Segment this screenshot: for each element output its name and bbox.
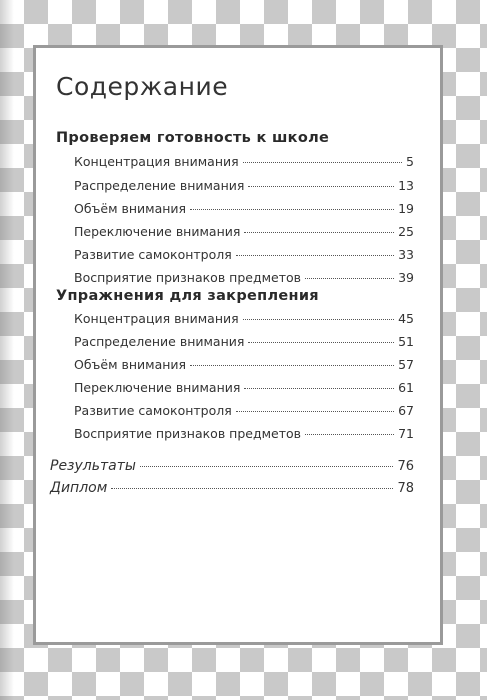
dot-leader (243, 319, 394, 320)
contents-panel (33, 45, 443, 645)
toc-entry-page: 51 (398, 334, 414, 349)
toc-entry[interactable] (74, 311, 414, 329)
toc-entry-page: 45 (398, 311, 414, 326)
toc-entry-label: Концентрация внимания (74, 311, 239, 326)
toc-entry[interactable] (74, 154, 414, 172)
dot-leader (140, 466, 394, 467)
toc-entry-page: 71 (398, 426, 414, 441)
toc-entry-label: Восприятие признаков предметов (74, 270, 302, 285)
toc-entry-page: 76 (397, 459, 414, 474)
section-heading: Упражнения для закрепления (56, 288, 319, 304)
toc-entry-label: Переключение внимания (74, 380, 241, 395)
toc-entry[interactable] (74, 380, 414, 398)
dot-leader (305, 278, 394, 279)
toc-entry-page: 78 (397, 481, 414, 496)
dot-leader (244, 232, 394, 233)
toc-entry-label: Объём внимания (74, 357, 187, 372)
toc-entry-page: 61 (398, 380, 414, 395)
toc-entry-page: 25 (398, 224, 414, 239)
toc-entry-page: 13 (398, 178, 414, 193)
dot-leader (243, 162, 402, 163)
toc-entry[interactable] (74, 270, 414, 288)
page-title: Содержание (56, 72, 229, 101)
toc-entry-page: 5 (406, 154, 414, 169)
toc-entry-label: Диплом (50, 480, 108, 496)
toc-entry-label: Распределение внимания (74, 178, 245, 193)
dot-leader (236, 411, 394, 412)
toc-entry-results[interactable] (50, 458, 414, 476)
toc-entry-diploma[interactable] (50, 480, 414, 498)
toc-entry[interactable] (74, 334, 414, 352)
toc-entry-label: Развитие самоконтроля (74, 403, 232, 418)
toc-entry[interactable] (74, 403, 414, 421)
toc-entry-page: 67 (398, 403, 414, 418)
dot-leader (248, 186, 394, 187)
dot-leader (190, 365, 394, 366)
toc-entry[interactable] (74, 178, 414, 196)
toc-entry-label: Результаты (50, 458, 136, 474)
toc-entry-label: Объём внимания (74, 201, 187, 216)
toc-entry-label: Развитие самоконтроля (74, 247, 232, 262)
toc-entry[interactable] (74, 224, 414, 242)
toc-entry[interactable] (74, 426, 414, 444)
page-edge-shadow (0, 0, 14, 700)
dot-leader (248, 342, 394, 343)
toc-entry-label: Концентрация внимания (74, 154, 239, 169)
toc-entry-label: Распределение внимания (74, 334, 245, 349)
toc-entry[interactable] (74, 357, 414, 375)
toc-entry-page: 39 (398, 270, 414, 285)
toc-entry-page: 19 (398, 201, 414, 216)
dot-leader (244, 388, 394, 389)
dot-leader (305, 434, 394, 435)
dot-leader (190, 209, 394, 210)
section-heading: Проверяем готовность к школе (56, 130, 330, 146)
toc-entry-label: Восприятие признаков предметов (74, 426, 302, 441)
toc-entry-page: 57 (398, 357, 414, 372)
dot-leader (236, 255, 394, 256)
toc-entry-page: 33 (398, 247, 414, 262)
toc-entry[interactable] (74, 201, 414, 219)
toc-entry-label: Переключение внимания (74, 224, 241, 239)
toc-entry[interactable] (74, 247, 414, 265)
dot-leader (111, 488, 393, 489)
